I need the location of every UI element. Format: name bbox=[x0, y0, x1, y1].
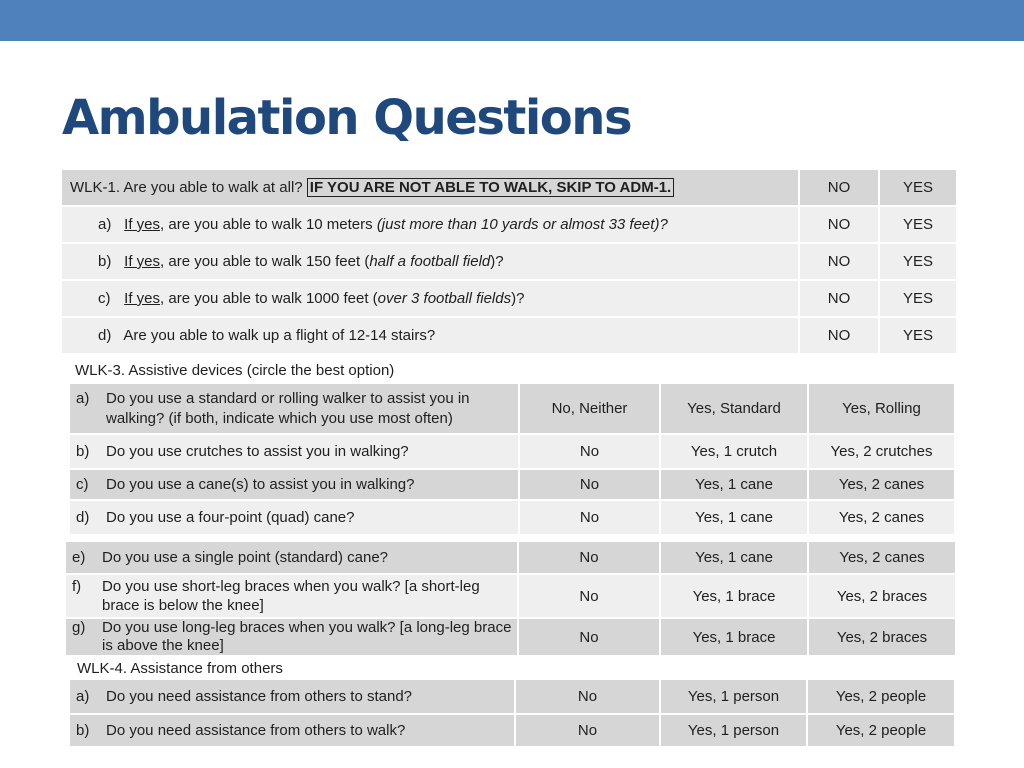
wlk1-item-row bbox=[61, 280, 957, 317]
item-italic: half a football field bbox=[369, 253, 491, 270]
item-text: Do you use a single point (standard) cane? bbox=[102, 549, 389, 566]
wlk4-question-a bbox=[69, 679, 515, 714]
item-label: g) bbox=[72, 619, 86, 636]
item-text: Do you need assistance from others to stand? bbox=[106, 688, 413, 705]
wlk3-table-continued bbox=[64, 540, 957, 657]
wlk1-a-no[interactable]: NO bbox=[799, 206, 879, 243]
wlk1-skip-instruction: IF YOU ARE NOT ABLE TO WALK, SKIP TO ADM-1. bbox=[307, 178, 674, 197]
wlk1-item-row bbox=[61, 206, 957, 243]
item-label: d) bbox=[76, 509, 90, 526]
item-italic: over 3 football fields bbox=[377, 290, 512, 307]
wlk1-b-yes[interactable]: YES bbox=[879, 243, 957, 280]
wlk1-question-cell bbox=[61, 169, 799, 206]
wlk1-item-b bbox=[61, 243, 799, 280]
wlk3-f-opt1[interactable]: No bbox=[518, 574, 660, 618]
item-text: , are you able to walk 10 meters bbox=[160, 216, 377, 233]
wlk3-question-g bbox=[65, 618, 518, 656]
wlk3-g-opt2[interactable]: Yes, 1 brace bbox=[660, 618, 808, 656]
wlk3-row bbox=[69, 383, 955, 434]
if-yes-text: If yes bbox=[124, 216, 161, 233]
item-label: b) bbox=[98, 253, 112, 270]
wlk3-e-opt3[interactable]: Yes, 2 canes bbox=[808, 541, 956, 574]
item-label: a) bbox=[98, 216, 112, 233]
wlk1-d-no[interactable]: NO bbox=[799, 317, 879, 354]
item-label: a) bbox=[76, 389, 90, 407]
wlk3-e-opt1[interactable]: No bbox=[518, 541, 660, 574]
item-text: Do you use a cane(s) to assist you in walking? bbox=[106, 476, 415, 493]
item-text: Do you use long-leg braces when you walk? [a long-leg brace is above the knee] bbox=[102, 619, 512, 654]
item-label: c) bbox=[76, 476, 89, 493]
wlk3-c-opt1[interactable]: No bbox=[519, 469, 660, 500]
wlk3-a-opt3[interactable]: Yes, Rolling bbox=[808, 383, 955, 434]
item-label: a) bbox=[76, 688, 90, 705]
page-title: Ambulation Questions bbox=[62, 90, 632, 146]
wlk1-c-yes[interactable]: YES bbox=[879, 280, 957, 317]
item-label: c) bbox=[98, 290, 111, 307]
wlk4-b-opt2[interactable]: Yes, 1 person bbox=[660, 714, 807, 747]
if-yes-text: If yes bbox=[124, 253, 161, 270]
item-label: b) bbox=[76, 722, 90, 739]
wlk3-c-opt3[interactable]: Yes, 2 canes bbox=[808, 469, 955, 500]
item-tail: )? bbox=[511, 290, 525, 307]
wlk1-item-row bbox=[61, 317, 957, 354]
wlk3-row bbox=[65, 574, 956, 618]
wlk3-d-opt1[interactable]: No bbox=[519, 500, 660, 535]
wlk1-header-row bbox=[61, 169, 957, 206]
item-text: Do you use a four-point (quad) cane? bbox=[106, 509, 355, 526]
wlk3-question-b bbox=[69, 434, 519, 469]
wlk3-question-d bbox=[69, 500, 519, 535]
wlk1-c-no[interactable]: NO bbox=[799, 280, 879, 317]
wlk4-a-opt2[interactable]: Yes, 1 person bbox=[660, 679, 807, 714]
item-text: Do you need assistance from others to walk? bbox=[106, 722, 406, 739]
wlk4-table bbox=[68, 678, 956, 748]
wlk3-d-opt2[interactable]: Yes, 1 cane bbox=[660, 500, 808, 535]
wlk3-row bbox=[69, 469, 955, 500]
wlk1-table bbox=[60, 168, 958, 355]
wlk3-b-opt2[interactable]: Yes, 1 crutch bbox=[660, 434, 808, 469]
wlk1-a-yes[interactable]: YES bbox=[879, 206, 957, 243]
wlk1-item-a bbox=[61, 206, 799, 243]
wlk4-a-opt1[interactable]: No bbox=[515, 679, 660, 714]
wlk1-item-c bbox=[61, 280, 799, 317]
wlk3-table bbox=[68, 382, 956, 536]
wlk1-yes-option[interactable]: YES bbox=[879, 169, 957, 206]
wlk3-question-a bbox=[69, 383, 519, 434]
item-label: f) bbox=[72, 578, 82, 595]
header-bar bbox=[0, 0, 1024, 41]
wlk4-a-opt3[interactable]: Yes, 2 people bbox=[807, 679, 955, 714]
wlk3-g-opt3[interactable]: Yes, 2 braces bbox=[808, 618, 956, 656]
item-italic: (just more than 10 yards or almost 33 feet)? bbox=[376, 216, 668, 233]
item-label: b) bbox=[76, 443, 90, 460]
wlk3-c-opt2[interactable]: Yes, 1 cane bbox=[660, 469, 808, 500]
wlk3-f-opt2[interactable]: Yes, 1 brace bbox=[660, 574, 808, 618]
item-text: , are you able to walk 150 feet ( bbox=[160, 253, 370, 270]
item-text: Do you use crutches to assist you in walking? bbox=[106, 443, 409, 460]
wlk4-b-opt1[interactable]: No bbox=[515, 714, 660, 747]
item-text: , are you able to walk 1000 feet ( bbox=[160, 290, 378, 307]
wlk3-a-opt2[interactable]: Yes, Standard bbox=[660, 383, 808, 434]
wlk3-d-opt3[interactable]: Yes, 2 canes bbox=[808, 500, 955, 535]
wlk3-row bbox=[69, 434, 955, 469]
wlk4-row bbox=[69, 679, 955, 714]
item-text: Do you use a standard or rolling walker to assist you in walking? (if both, indicate which you use most often) bbox=[106, 389, 470, 427]
wlk3-e-opt2[interactable]: Yes, 1 cane bbox=[660, 541, 808, 574]
wlk3-row bbox=[65, 541, 956, 574]
wlk1-item-row bbox=[61, 243, 957, 280]
wlk3-b-opt3[interactable]: Yes, 2 crutches bbox=[808, 434, 955, 469]
wlk1-item-d bbox=[61, 317, 799, 354]
wlk3-b-opt1[interactable]: No bbox=[519, 434, 660, 469]
if-yes-text: If yes bbox=[124, 290, 161, 307]
wlk3-question-e bbox=[65, 541, 518, 574]
wlk3-a-opt1[interactable]: No, Neither bbox=[519, 383, 660, 434]
item-label: d) bbox=[98, 327, 112, 344]
wlk3-caption: WLK-3. Assistive devices (circle the best option) bbox=[75, 362, 395, 379]
item-tail: )? bbox=[490, 253, 504, 270]
wlk1-d-yes[interactable]: YES bbox=[879, 317, 957, 354]
wlk3-row bbox=[69, 500, 955, 535]
wlk3-question-f bbox=[65, 574, 518, 618]
wlk4-question-b bbox=[69, 714, 515, 747]
wlk1-question: WLK-1. Are you able to walk at all? bbox=[70, 179, 303, 196]
item-text: Are you able to walk up a flight of 12-14 stairs? bbox=[123, 327, 436, 344]
item-text: Do you use short-leg braces when you walk? [a short-leg brace is below the knee] bbox=[102, 578, 480, 614]
item-label: e) bbox=[72, 549, 86, 566]
wlk3-question-c bbox=[69, 469, 519, 500]
wlk1-no-option[interactable]: NO bbox=[799, 169, 879, 206]
wlk4-b-opt3[interactable]: Yes, 2 people bbox=[807, 714, 955, 747]
wlk4-caption: WLK-4. Assistance from others bbox=[77, 660, 283, 677]
wlk3-row bbox=[65, 618, 956, 656]
wlk3-f-opt3[interactable]: Yes, 2 braces bbox=[808, 574, 956, 618]
wlk3-g-opt1[interactable]: No bbox=[518, 618, 660, 656]
wlk1-b-no[interactable]: NO bbox=[799, 243, 879, 280]
wlk4-row bbox=[69, 714, 955, 747]
